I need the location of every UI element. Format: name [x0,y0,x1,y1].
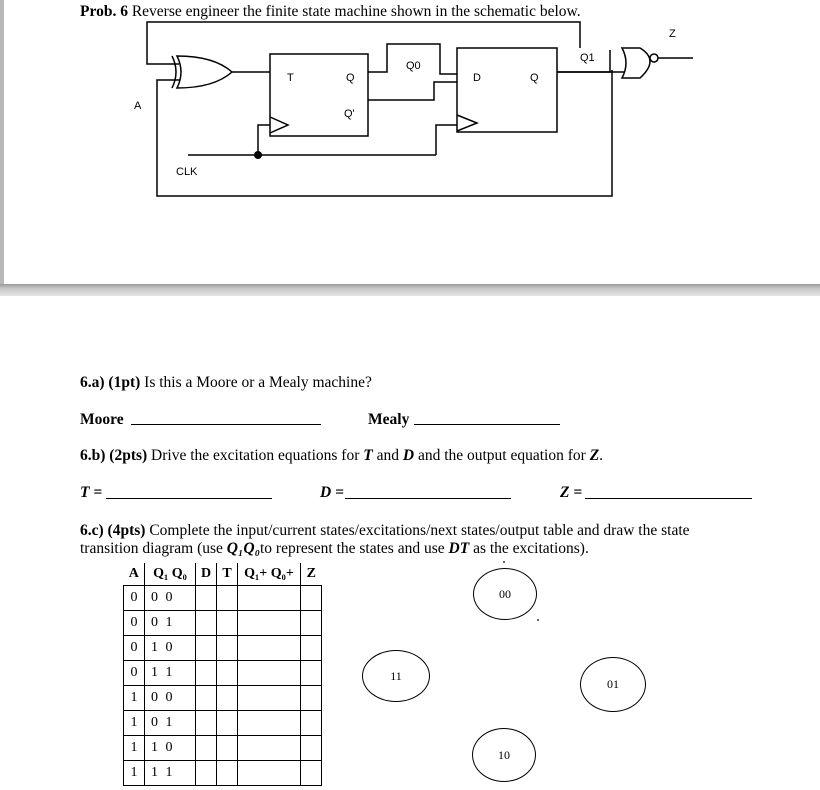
wire-clk-t [258,125,270,155]
moore-label: Moore [80,411,124,428]
cell-next[interactable] [238,686,301,711]
part-c-text-1: Complete the input/current states/excitations/next states/output table and draw the state [145,522,690,539]
cell-z[interactable] [301,736,322,761]
part-c-text-2b: to represent the states and use [259,540,449,557]
cell-next[interactable] [238,586,301,611]
part-a-text: Is this a Moore or a Mealy machine? [140,374,372,391]
mealy-label: Mealy [368,411,410,428]
label-t-qbar: Q' [344,108,355,120]
cell-z[interactable] [301,711,322,736]
label-d-input: D [473,72,481,84]
header-q1q0: Q₁ Q₀ [145,563,196,586]
cell-d[interactable] [196,661,217,686]
cell-a: 0 [124,611,145,636]
part-c-dt-var: DT [448,540,470,557]
wire-a-loop [157,70,612,196]
cell-a: 1 [124,686,145,711]
part-c-states-var: Q₁Q₀ [226,540,260,557]
d-equation-label: D = [320,484,344,501]
part-b-text-4: . [599,447,604,464]
cell-a: 0 [124,636,145,661]
wire-a [157,80,180,172]
problem-text: Reverse engineer the finite state machine shown in the schematic below. [127,3,581,20]
cell-d[interactable] [196,636,217,661]
cell-d[interactable] [196,611,217,636]
table-row [124,611,322,636]
part-a-question [80,374,372,392]
part-b-d-var: D [402,447,415,464]
cell-d[interactable] [196,736,217,761]
label-q0: Q0 [406,60,421,72]
moore-answer-line[interactable] [131,424,321,425]
state-table [123,563,322,786]
cell-q: 0 1 [145,611,196,636]
z-equation-label: Z = [560,484,583,501]
cell-next[interactable] [238,611,301,636]
label-a: A [134,100,142,112]
cell-t[interactable] [217,661,238,686]
cell-d[interactable] [196,686,217,711]
mealy-answer-line[interactable] [414,424,560,425]
table-row [124,636,322,661]
part-b-text-1: Drive the excitation equations for [147,447,364,464]
table-row [124,686,322,711]
page-separator [0,284,820,296]
header-a: A [124,563,145,586]
cell-d[interactable] [196,586,217,611]
cell-a: 0 [124,661,145,686]
stray-dot [537,619,539,621]
d-equation-line[interactable] [345,498,511,499]
t-ff-clock-triangle [270,117,288,133]
z-equation-line[interactable] [585,498,752,499]
cell-q: 1 1 [145,761,196,786]
table-row [124,661,322,686]
label-z: Z [669,28,676,40]
header-t: T [217,563,238,586]
d-flip-flop [457,48,557,132]
part-b-text-3: and the output equation for [414,447,590,464]
t-equation-label: T = [80,484,103,501]
cell-q: 0 0 [145,686,196,711]
wire-qbar [368,82,457,100]
cell-z[interactable] [301,611,322,636]
cell-q: 0 0 [145,586,196,611]
part-a-label: 6.a) (1pt) [80,374,141,391]
cell-next[interactable] [238,736,301,761]
state-00[interactable]: 00 [473,568,537,620]
problem-number: Prob. 6 [80,3,128,20]
part-c-question-line1 [80,522,690,540]
part-c-text-2c: as the excitations). [469,540,589,557]
cell-q: 0 1 [145,711,196,736]
wire-q1-feedback [147,22,580,64]
wire-clk-d [436,125,457,155]
state-11[interactable]: 11 [362,650,430,702]
fsm-schematic [0,0,820,284]
cell-a: 1 [124,761,145,786]
clk-junction-dot [254,151,262,159]
header-next-state: Q₁+ Q₀+ [238,563,301,586]
cell-t[interactable] [217,611,238,636]
state-10[interactable]: 10 [472,728,536,782]
xor-gate-back-arc [172,56,176,88]
cell-t[interactable] [217,711,238,736]
cell-d[interactable] [196,711,217,736]
cell-z[interactable] [301,586,322,611]
cell-q: 1 0 [145,736,196,761]
cell-t[interactable] [217,736,238,761]
cell-z[interactable] [301,686,322,711]
label-clk: CLK [176,166,198,178]
part-c-text-2a: transition diagram (use [80,540,227,557]
part-c-label: 6.c) (4pts) [80,522,146,539]
part-c-question-line2 [80,540,589,558]
cell-t[interactable] [217,686,238,711]
cell-next[interactable] [238,711,301,736]
cell-a: 0 [124,586,145,611]
part-b-text-2: and [372,447,403,464]
cell-z[interactable] [301,661,322,686]
cell-q: 1 0 [145,636,196,661]
cell-next[interactable] [238,636,301,661]
table-header-row [124,563,322,586]
cell-t[interactable] [217,586,238,611]
output-bubble [650,54,658,62]
part-b-question [80,447,603,465]
part-b-label: 6.b) (2pts) [80,447,148,464]
cell-d[interactable] [196,761,217,786]
table-row [124,736,322,761]
xor-gate-body [177,56,232,88]
cell-z[interactable] [301,761,322,786]
part-b-z-var: Z [589,447,600,464]
label-t-q: Q [346,72,355,84]
cell-t[interactable] [217,761,238,786]
label-q1: Q1 [580,52,595,64]
d-ff-clock-triangle [457,115,477,131]
table-row [124,711,322,736]
header-z: Z [301,563,322,586]
cell-q: 1 1 [145,661,196,686]
cell-next[interactable] [238,761,301,786]
cell-a: 1 [124,711,145,736]
cell-a: 1 [124,736,145,761]
state-01[interactable]: 01 [580,657,646,712]
header-d: D [196,563,217,586]
top-page [0,0,820,284]
output-gate-body [622,48,650,78]
cell-next[interactable] [238,661,301,686]
table-row [124,586,322,611]
label-d-q: Q [530,72,539,84]
cell-z[interactable] [301,636,322,661]
table-row [124,761,322,786]
cell-t[interactable] [217,636,238,661]
label-t-input: T [287,72,294,84]
part-b-t-var: T [363,447,373,464]
t-equation-line[interactable] [106,498,272,499]
stray-dot [503,561,505,563]
